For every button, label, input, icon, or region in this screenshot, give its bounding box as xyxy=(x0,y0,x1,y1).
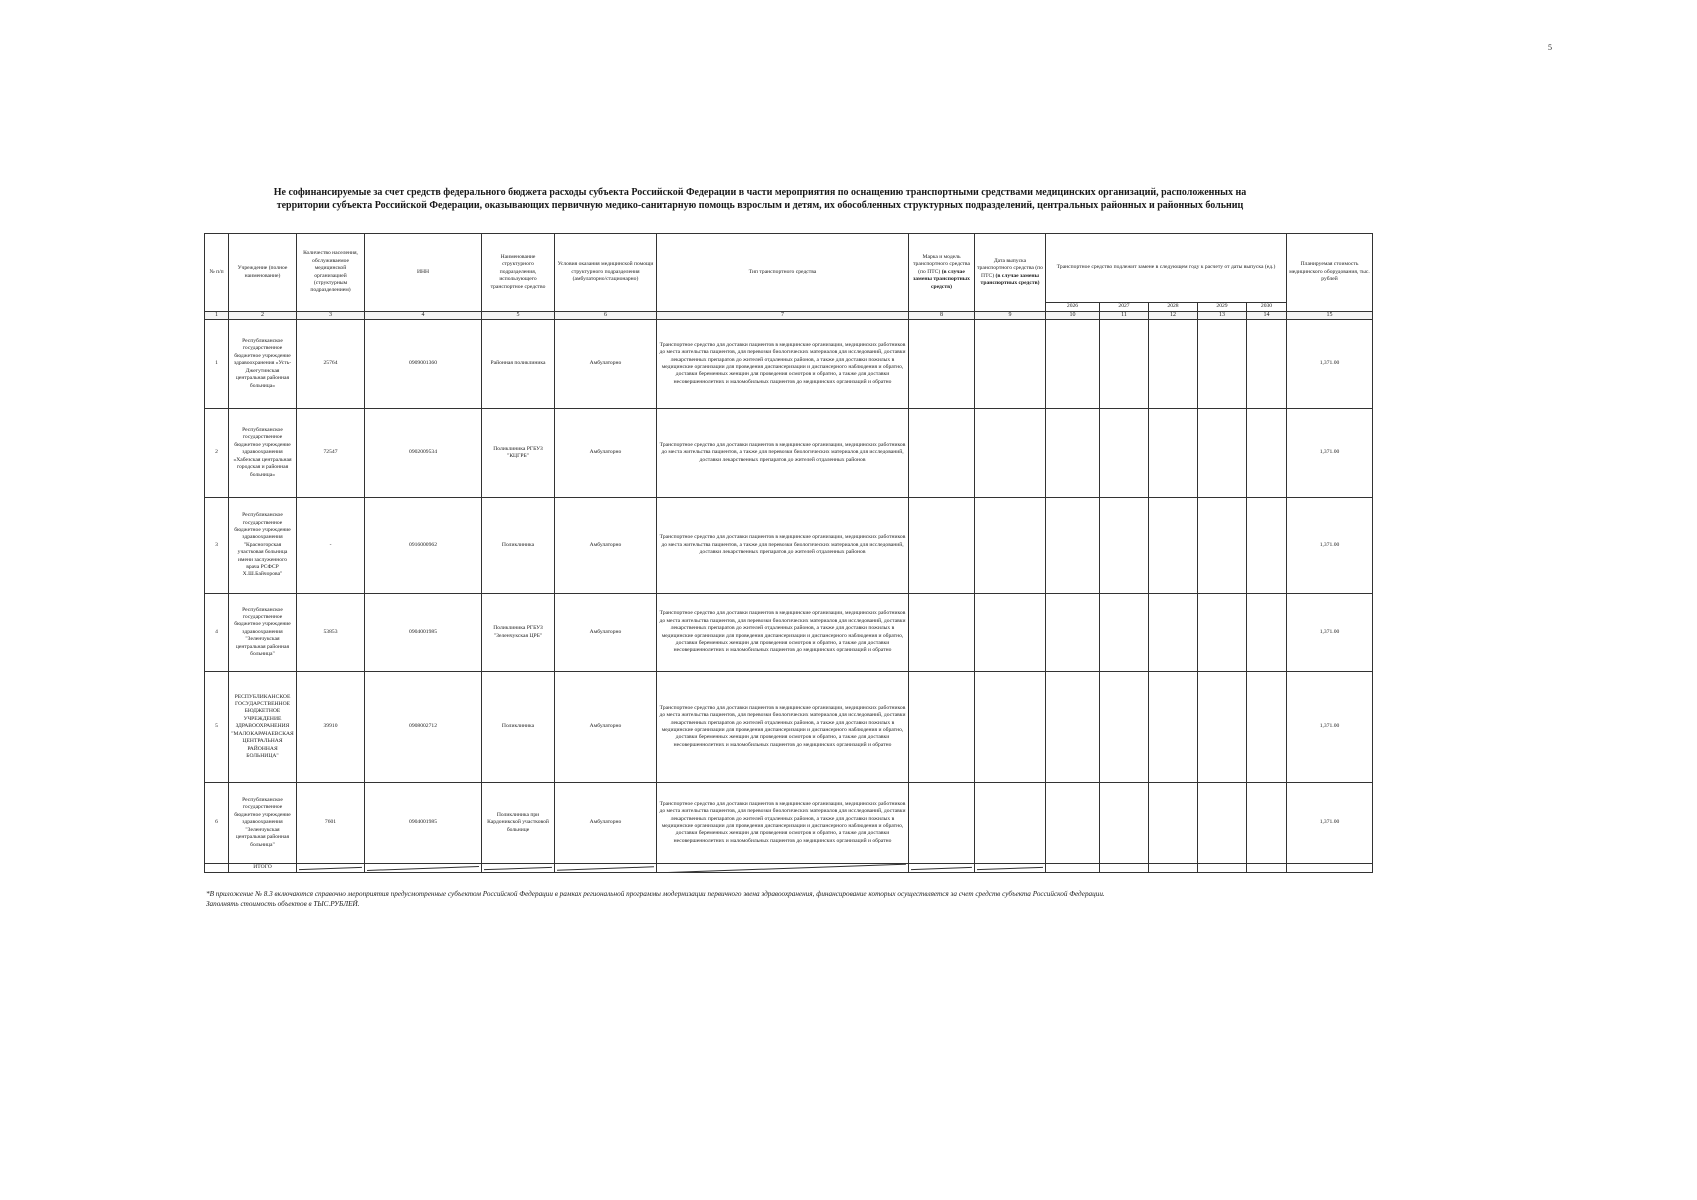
table-row xyxy=(205,783,1373,864)
year-cell xyxy=(1046,409,1100,498)
subdivision: Поликлиника xyxy=(482,498,555,594)
year-cell xyxy=(1100,783,1149,864)
table-row xyxy=(205,594,1373,672)
column-number: 10 xyxy=(1046,312,1100,320)
brand-model xyxy=(909,594,975,672)
header-row xyxy=(205,234,1373,303)
row-number: 3 xyxy=(205,498,229,594)
year-cell xyxy=(1100,498,1149,594)
year-cell xyxy=(1046,498,1100,594)
title-line-1: Не софинансируемые за счет средств федерального бюджета расходы субъекта Российской Федерации в части мероприятия по оснащению транспортными средствами медицинских организаций, расположенных на xyxy=(273,187,1247,198)
institution-name: Республиканское государственное бюджетное учреждение здравоохранения "Красногорская участковая больница имени заслуженного врача РСФСР Х.Ш.Байчорова" xyxy=(229,498,297,594)
subdivision: Поликлиника xyxy=(482,672,555,783)
subdivision: Поликлиника РГБУЗ "КЦГРБ" xyxy=(482,409,555,498)
vehicle-type: Транспортное средство для доставки пациентов в медицинские организации, медицинских работников до места жительства пациентов, а также для перевозки биологических материалов для исследований, доставки лекарственных препаратов до жителей отдаленных районов xyxy=(657,409,909,498)
header-brand-model-text: Марка и модель транспортного средства (по ПТС) xyxy=(913,253,970,275)
population: 53853 xyxy=(297,594,365,672)
release-date xyxy=(975,783,1046,864)
year-cell xyxy=(1149,783,1198,864)
total-row xyxy=(205,864,1373,873)
year-2028: 2028 xyxy=(1149,303,1198,312)
footnote xyxy=(206,889,1105,909)
conditions: Амбулаторно xyxy=(555,783,657,864)
header-conditions: Условия оказания медицинской помощи структурного подразделения (амбулаторно/стационарно) xyxy=(555,234,657,312)
total-empty xyxy=(1149,864,1198,873)
year-cell xyxy=(1100,320,1149,409)
total-dash xyxy=(909,864,975,873)
column-number: 1 xyxy=(205,312,229,320)
column-numbers-row xyxy=(205,312,1373,320)
year-cell xyxy=(1198,672,1247,783)
header-brand-model-note: (в случае замены транспортных средств) xyxy=(913,268,970,290)
column-number: 12 xyxy=(1149,312,1198,320)
inn: 0904001985 xyxy=(365,783,482,864)
header-institution: Учреждение (полное наименование) xyxy=(229,234,297,312)
conditions: Амбулаторно xyxy=(555,320,657,409)
release-date xyxy=(975,594,1046,672)
column-number: 2 xyxy=(229,312,297,320)
release-date xyxy=(975,672,1046,783)
header-vehicle-type: Тип транспортного средства xyxy=(657,234,909,312)
planned-cost: 1,371.00 xyxy=(1287,320,1373,409)
total-dash xyxy=(297,864,365,873)
inn: 0909001360 xyxy=(365,320,482,409)
brand-model xyxy=(909,498,975,594)
conditions: Амбулаторно xyxy=(555,672,657,783)
total-dash xyxy=(657,864,909,873)
conditions: Амбулаторно xyxy=(555,409,657,498)
vehicle-type: Транспортное средство для доставки пациентов в медицинские организации, медицинских работников до места жительства пациентов, а также для перевозки биологических материалов для исследований, доставки лекарственных препаратов до жителей отдаленных районов xyxy=(657,498,909,594)
row-number: 2 xyxy=(205,409,229,498)
title-line-2: территории субъекта Российской Федерации, оказывающих первичную медико-санитарную помощь взрослым и детям, их обособленных структурных подразделений, центральных районных и районных больниц xyxy=(276,200,1244,211)
year-cell xyxy=(1149,320,1198,409)
table-row xyxy=(205,672,1373,783)
year-cell xyxy=(1247,672,1287,783)
header-subdivision: Наименование структурного подразделения, использующего транспортное средство xyxy=(482,234,555,312)
year-cell xyxy=(1149,672,1198,783)
table-row xyxy=(205,498,1373,594)
vehicle-type: Транспортное средство для доставки пациентов в медицинские организации, медицинских работников до места жительства пациентов, для перевозки биологических материалов для исследований, доставки лекарственных препаратов до жителей отдаленных районов, а также для доставки пожилых в медицинские организации для проведения диспансеризации и диспансерного наблюдения и обратно, доставки беременных женщин для проведения осмотров и обратно, а также для доставки несовершеннолетних и маломобильных пациентов до медицинских организаций и обратно xyxy=(657,594,909,672)
institution-name: Республиканское государственное бюджетное учреждение здравоохранения "Зеленчукская центральная районная больница" xyxy=(229,783,297,864)
column-number: 11 xyxy=(1100,312,1149,320)
header-release-date xyxy=(975,234,1046,312)
total-dash xyxy=(555,864,657,873)
total-label: ИТОГО xyxy=(229,864,297,873)
population: 72547 xyxy=(297,409,365,498)
year-cell xyxy=(1149,594,1198,672)
header-brand-model xyxy=(909,234,975,312)
table-row xyxy=(205,320,1373,409)
year-cell xyxy=(1149,409,1198,498)
year-2026: 2026 xyxy=(1046,303,1100,312)
conditions: Амбулаторно xyxy=(555,594,657,672)
planned-cost: 1,371.00 xyxy=(1287,783,1373,864)
total-dash xyxy=(365,864,482,873)
year-cell xyxy=(1100,594,1149,672)
year-2030: 2030 xyxy=(1247,303,1287,312)
column-number: 15 xyxy=(1287,312,1373,320)
year-cell xyxy=(1247,498,1287,594)
total-empty xyxy=(1100,864,1149,873)
brand-model xyxy=(909,409,975,498)
column-number: 3 xyxy=(297,312,365,320)
total-empty xyxy=(1198,864,1247,873)
institution-name: Республиканское государственное бюджетное учреждение здравоохранения «Усть-Джегутинская центральная районная больница» xyxy=(229,320,297,409)
brand-model xyxy=(909,783,975,864)
inn: 0904001985 xyxy=(365,594,482,672)
page-number: 5 xyxy=(1548,43,1552,52)
year-cell xyxy=(1046,594,1100,672)
column-number: 13 xyxy=(1198,312,1247,320)
column-number: 14 xyxy=(1247,312,1287,320)
release-date xyxy=(975,409,1046,498)
inn: 0908002712 xyxy=(365,672,482,783)
inn: 0902009534 xyxy=(365,409,482,498)
column-number: 4 xyxy=(365,312,482,320)
institution-name: Республиканское государственное бюджетное учреждение здравоохранения "Зеленчукская центральная районная больница" xyxy=(229,594,297,672)
year-cell xyxy=(1149,498,1198,594)
column-number: 8 xyxy=(909,312,975,320)
year-cell xyxy=(1247,594,1287,672)
header-population: Количество населения, обслуживаемое медицинской организацией (структурным подразделением) xyxy=(297,234,365,312)
brand-model xyxy=(909,320,975,409)
column-number: 7 xyxy=(657,312,909,320)
total-empty xyxy=(1046,864,1100,873)
year-cell xyxy=(1046,672,1100,783)
subdivision: Поликлиника РГБУЗ "Зеленчукская ЦРБ" xyxy=(482,594,555,672)
year-cell xyxy=(1198,594,1247,672)
total-empty xyxy=(205,864,229,873)
institution-name: Республиканское государственное бюджетное учреждение здравоохранения «Хабезская центральная городская и районная больница» xyxy=(229,409,297,498)
vehicle-type: Транспортное средство для доставки пациентов в медицинские организации, медицинских работников до места жительства пациентов, для перевозки биологических материалов для исследований, доставки лекарственных препаратов до жителей отдаленных районов, а также для доставки пожилых в медицинские организации для проведения диспансеризации и диспансерного наблюдения и обратно, доставки беременных женщин для проведения осмотров и обратно, а также для доставки несовершеннолетних и маломобильных пациентов до медицинских организаций и обратно xyxy=(657,672,909,783)
table-row xyxy=(205,409,1373,498)
column-number: 9 xyxy=(975,312,1046,320)
header-inn: ИНН xyxy=(365,234,482,312)
inn: 0916000962 xyxy=(365,498,482,594)
year-2029: 2029 xyxy=(1198,303,1247,312)
document-title xyxy=(200,186,1320,212)
subdivision: Поликлиника при Кардоникской участковой больнице xyxy=(482,783,555,864)
total-dash xyxy=(975,864,1046,873)
header-release-date-note: (в случае замены транспортных средств) xyxy=(980,272,1040,286)
planned-cost: 1,371.00 xyxy=(1287,409,1373,498)
population: - xyxy=(297,498,365,594)
planned-cost: 1,371.00 xyxy=(1287,672,1373,783)
row-number: 1 xyxy=(205,320,229,409)
row-number: 6 xyxy=(205,783,229,864)
subdivision: Районная поликлиника xyxy=(482,320,555,409)
release-date xyxy=(975,320,1046,409)
population: 25764 xyxy=(297,320,365,409)
header-replacement-years: Транспортное средство подлежит замене в следующем году к расчету от даты выпуска (ед.) xyxy=(1046,234,1287,303)
year-cell xyxy=(1046,783,1100,864)
header-planned-cost: Планируемая стоимость медицинского оборудования, тыс. рублей xyxy=(1287,234,1373,312)
institution-name: РЕСПУБЛИКАНСКОЕ ГОСУДАРСТВЕННОЕ БЮДЖЕТНОЕ УЧРЕЖДЕНИЕ ЗДРАВООХРАНЕНИЯ "МАЛОКАРАЧАЕВСКАЯ ЦЕНТРАЛЬНАЯ РАЙОННАЯ БОЛЬНИЦА" xyxy=(229,672,297,783)
year-cell xyxy=(1247,783,1287,864)
header-number: № п/п xyxy=(205,234,229,312)
planned-cost: 1,371.00 xyxy=(1287,498,1373,594)
expenses-table xyxy=(204,233,1373,873)
header-release-date-text: Дата выпуска транспортного средства (по ПТС) xyxy=(977,257,1043,279)
year-cell xyxy=(1198,409,1247,498)
vehicle-type: Транспортное средство для доставки пациентов в медицинские организации, медицинских работников до места жительства пациентов, для перевозки биологических материалов для исследований, доставки лекарственных препаратов до жителей отдаленных районов, а также для доставки пожилых в медицинские организации для проведения диспансеризации и диспансерного наблюдения и обратно, доставки беременных женщин для проведения осмотров и обратно, а также для доставки несовершеннолетних и маломобильных пациентов до медицинских организаций и обратно xyxy=(657,320,909,409)
year-cell xyxy=(1198,783,1247,864)
total-empty xyxy=(1287,864,1373,873)
footnote-line-2: Заполнять стоимость объектов в ТЫС.РУБЛЕЙ. xyxy=(206,900,360,908)
year-cell xyxy=(1198,320,1247,409)
year-cell xyxy=(1247,320,1287,409)
column-number: 6 xyxy=(555,312,657,320)
year-cell xyxy=(1247,409,1287,498)
population: 39910 xyxy=(297,672,365,783)
planned-cost: 1,371.00 xyxy=(1287,594,1373,672)
brand-model xyxy=(909,672,975,783)
row-number: 4 xyxy=(205,594,229,672)
row-number: 5 xyxy=(205,672,229,783)
footnote-line-1: *В приложение № 8.3 включаются справочно мероприятия предусмотренные субъектом Российской Федерации в рамках региональной программы модернизации первичного звена здравоохранения, финансирование которых осуществляется за счет средств субъекта Российской Федерации. xyxy=(206,890,1105,898)
column-number: 5 xyxy=(482,312,555,320)
conditions: Амбулаторно xyxy=(555,498,657,594)
population: 7601 xyxy=(297,783,365,864)
year-cell xyxy=(1046,320,1100,409)
year-cell xyxy=(1100,409,1149,498)
year-cell xyxy=(1100,672,1149,783)
year-2027: 2027 xyxy=(1100,303,1149,312)
vehicle-type: Транспортное средство для доставки пациентов в медицинские организации, медицинских работников до места жительства пациентов, для перевозки биологических материалов для исследований, доставки лекарственных препаратов до жителей отдаленных районов, а также для доставки пожилых в медицинские организации для проведения диспансеризации и диспансерного наблюдения и обратно, доставки беременных женщин для проведения осмотров и обратно, а также для доставки несовершеннолетних и маломобильных пациентов до медицинских организаций и обратно xyxy=(657,783,909,864)
year-cell xyxy=(1198,498,1247,594)
release-date xyxy=(975,498,1046,594)
total-dash xyxy=(482,864,555,873)
total-empty xyxy=(1247,864,1287,873)
